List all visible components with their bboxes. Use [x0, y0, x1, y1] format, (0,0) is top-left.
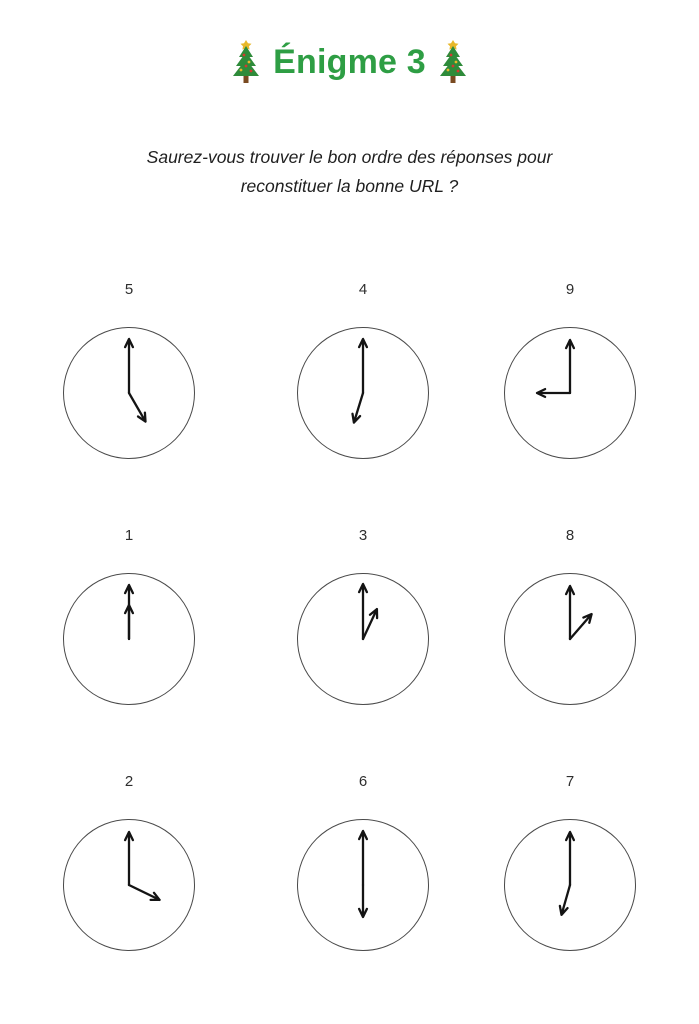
clock-hand — [125, 339, 133, 393]
clock-5 — [62, 280, 196, 460]
clock-1 — [62, 526, 196, 706]
clock-face — [503, 326, 637, 460]
clock-label: 9 — [565, 281, 575, 298]
puzzle-question-line1: Saurez-vous trouver le bon ordre des réponses pour — [146, 147, 553, 167]
clock-2 — [62, 772, 196, 952]
clock-hand — [129, 393, 146, 422]
clock-4 — [296, 280, 430, 460]
clock-face — [62, 326, 196, 460]
clock-hand — [537, 389, 570, 397]
clock-label: 4 — [358, 281, 368, 298]
clock-6 — [296, 772, 430, 952]
clock-label: 8 — [565, 527, 575, 544]
clock-face — [503, 818, 637, 952]
clock-face — [62, 572, 196, 706]
clock-hand — [359, 885, 367, 917]
page-title-text: Énigme 3 — [273, 42, 426, 81]
clock-hand — [566, 832, 574, 885]
clock-hand — [353, 393, 364, 423]
clock-face — [296, 572, 430, 706]
clock-face — [503, 572, 637, 706]
puzzle-question-line2: reconstituer la bonne URL ? — [240, 176, 459, 196]
page-title — [0, 40, 699, 84]
clock-hand — [560, 885, 570, 915]
clock-hand — [129, 885, 160, 900]
christmas-tree-icon — [434, 40, 472, 84]
clock-7 — [503, 772, 637, 952]
christmas-tree-icon — [227, 40, 265, 84]
clock-label: 7 — [565, 773, 575, 790]
clock-hand — [566, 340, 574, 393]
clock-8 — [503, 526, 637, 706]
clock-label: 1 — [124, 527, 134, 544]
clock-face — [296, 818, 430, 952]
clock-face — [62, 818, 196, 952]
clock-hand — [570, 614, 592, 639]
clock-9 — [503, 280, 637, 460]
clock-face — [296, 326, 430, 460]
clock-3 — [296, 526, 430, 706]
clock-label: 3 — [358, 527, 368, 544]
clock-label: 2 — [124, 773, 134, 790]
clock-hand — [359, 339, 367, 393]
clock-hand — [363, 609, 377, 639]
puzzle-question — [0, 143, 699, 201]
clock-hand — [566, 586, 574, 639]
clock-label: 5 — [124, 281, 134, 298]
clock-label: 6 — [358, 773, 368, 790]
clock-hand — [125, 832, 133, 885]
clock-hand — [359, 831, 367, 885]
clock-hand — [125, 605, 133, 639]
